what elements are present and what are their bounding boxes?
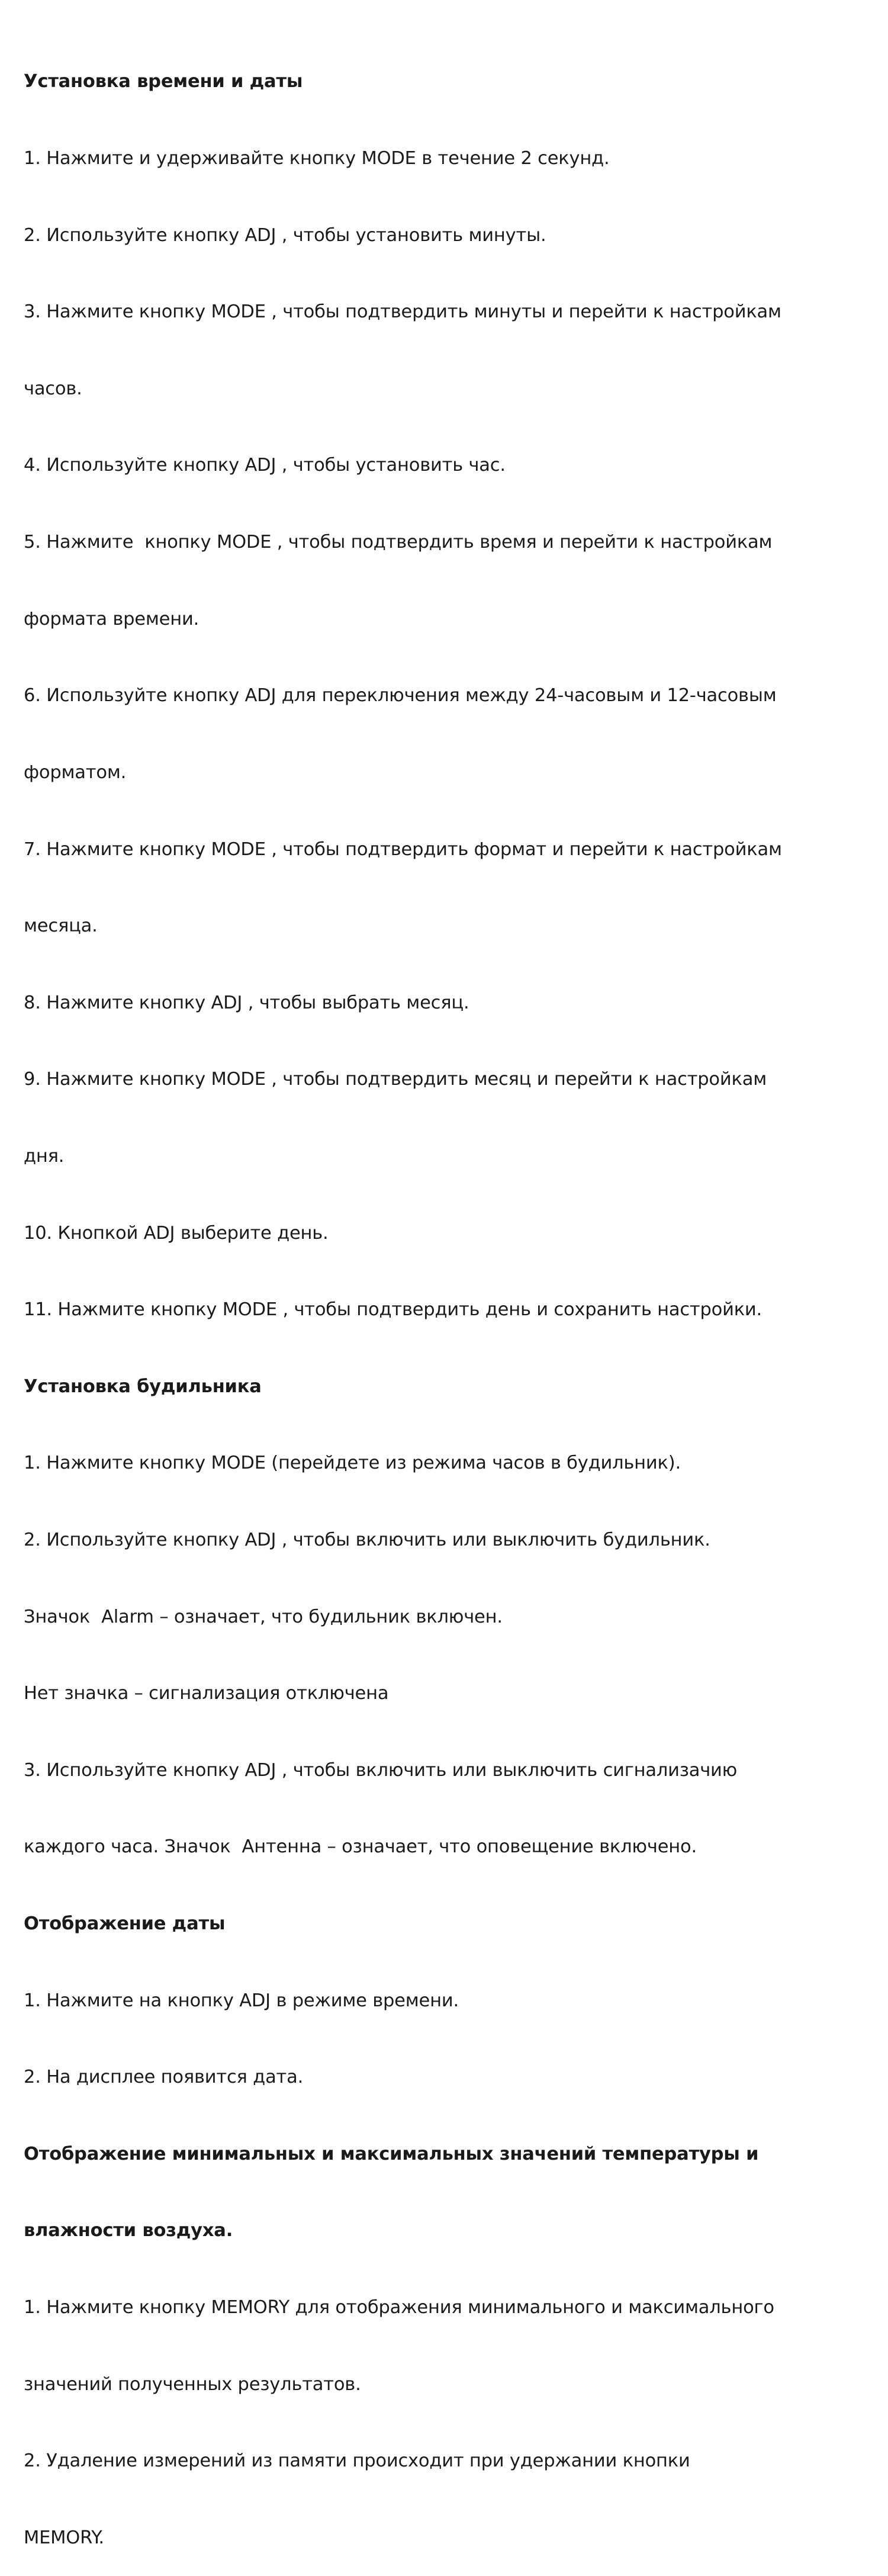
instruction-line: 8. Нажмите кнопку ADJ , чтобы выбрать месяц. xyxy=(24,992,469,1013)
instruction-line: значений полученных результатов. xyxy=(24,2373,361,2395)
instruction-line: 6. Используйте кнопку ADJ для переключения между 24-часовым и 12-часовым xyxy=(24,685,777,706)
instruction-line: форматом. xyxy=(24,762,127,783)
section-heading-min-max: Отображение минимальных и максимальных значений температуры и xyxy=(24,2143,759,2164)
instruction-line: дня. xyxy=(24,1145,65,1167)
section-heading-min-max-continued: влажности воздуха. xyxy=(24,2220,233,2241)
instruction-line: 10. Кнопкой ADJ выберите день. xyxy=(24,1222,329,1244)
instruction-line: 1. Нажмите кнопку MODE (перейдете из режима часов в будильник). xyxy=(24,1453,681,1474)
instruction-line: 9. Нажмите кнопку MODE , чтобы подтвердить месяц и перейти к настройкам xyxy=(24,1069,767,1090)
section-heading-date-display: Отображение даты xyxy=(24,1913,226,1935)
instruction-line: формата времени. xyxy=(24,608,200,629)
instruction-line: 2. Используйте кнопку ADJ , чтобы установить минуты. xyxy=(24,224,546,246)
instruction-line: 2. Используйте кнопку ADJ , чтобы включить или выключить будильник. xyxy=(24,1529,710,1550)
instruction-line: 1. Нажмите на кнопку ADJ в режиме времени. xyxy=(24,1990,459,2011)
instruction-line: 1. Нажмите и удерживайте кнопку MODE в течение 2 секунд. xyxy=(24,148,610,169)
instruction-line: 11. Нажмите кнопку MODE , чтобы подтвердить день и сохранить настройки. xyxy=(24,1299,762,1321)
section-heading-alarm: Установка будильника xyxy=(24,1376,262,1397)
instruction-line: часов. xyxy=(24,378,82,399)
instruction-line: Нет значка – сигнализация отключена xyxy=(24,1683,389,1704)
instruction-line: 4. Используйте кнопку ADJ , чтобы установить час. xyxy=(24,455,506,476)
instruction-line: 1. Нажмите кнопку MEMORY для отображения минимального и максимального xyxy=(24,2297,774,2318)
section-heading-time-date: Установка времени и даты xyxy=(24,71,303,92)
instruction-line: 7. Нажмите кнопку MODE , чтобы подтвердить формат и перейти к настройкам xyxy=(24,839,782,860)
instruction-line: 3. Используйте кнопку ADJ , чтобы включить или выключить сигнализачию xyxy=(24,1759,738,1781)
instruction-line: 5. Нажмите кнопку MODE , чтобы подтвердить время и перейти к настройкам xyxy=(24,532,773,553)
instruction-line: MEMORY. xyxy=(24,2527,104,2548)
instruction-line: 3. Нажмите кнопку MODE , чтобы подтвердить минуты и перейти к настройкам xyxy=(24,301,781,323)
instruction-line: месяца. xyxy=(24,916,98,937)
instruction-line: Значок Alarm – означает, что будильник включен. xyxy=(24,1606,503,1627)
instruction-document xyxy=(24,18,870,2576)
instruction-line: каждого часа. Значок Антенна – означает, что оповещение включено. xyxy=(24,1836,697,1858)
instruction-line: 2. На дисплее появится дата. xyxy=(24,2067,304,2088)
instruction-line: 2. Удаление измерений из памяти происходит при удержании кнопки xyxy=(24,2450,690,2472)
